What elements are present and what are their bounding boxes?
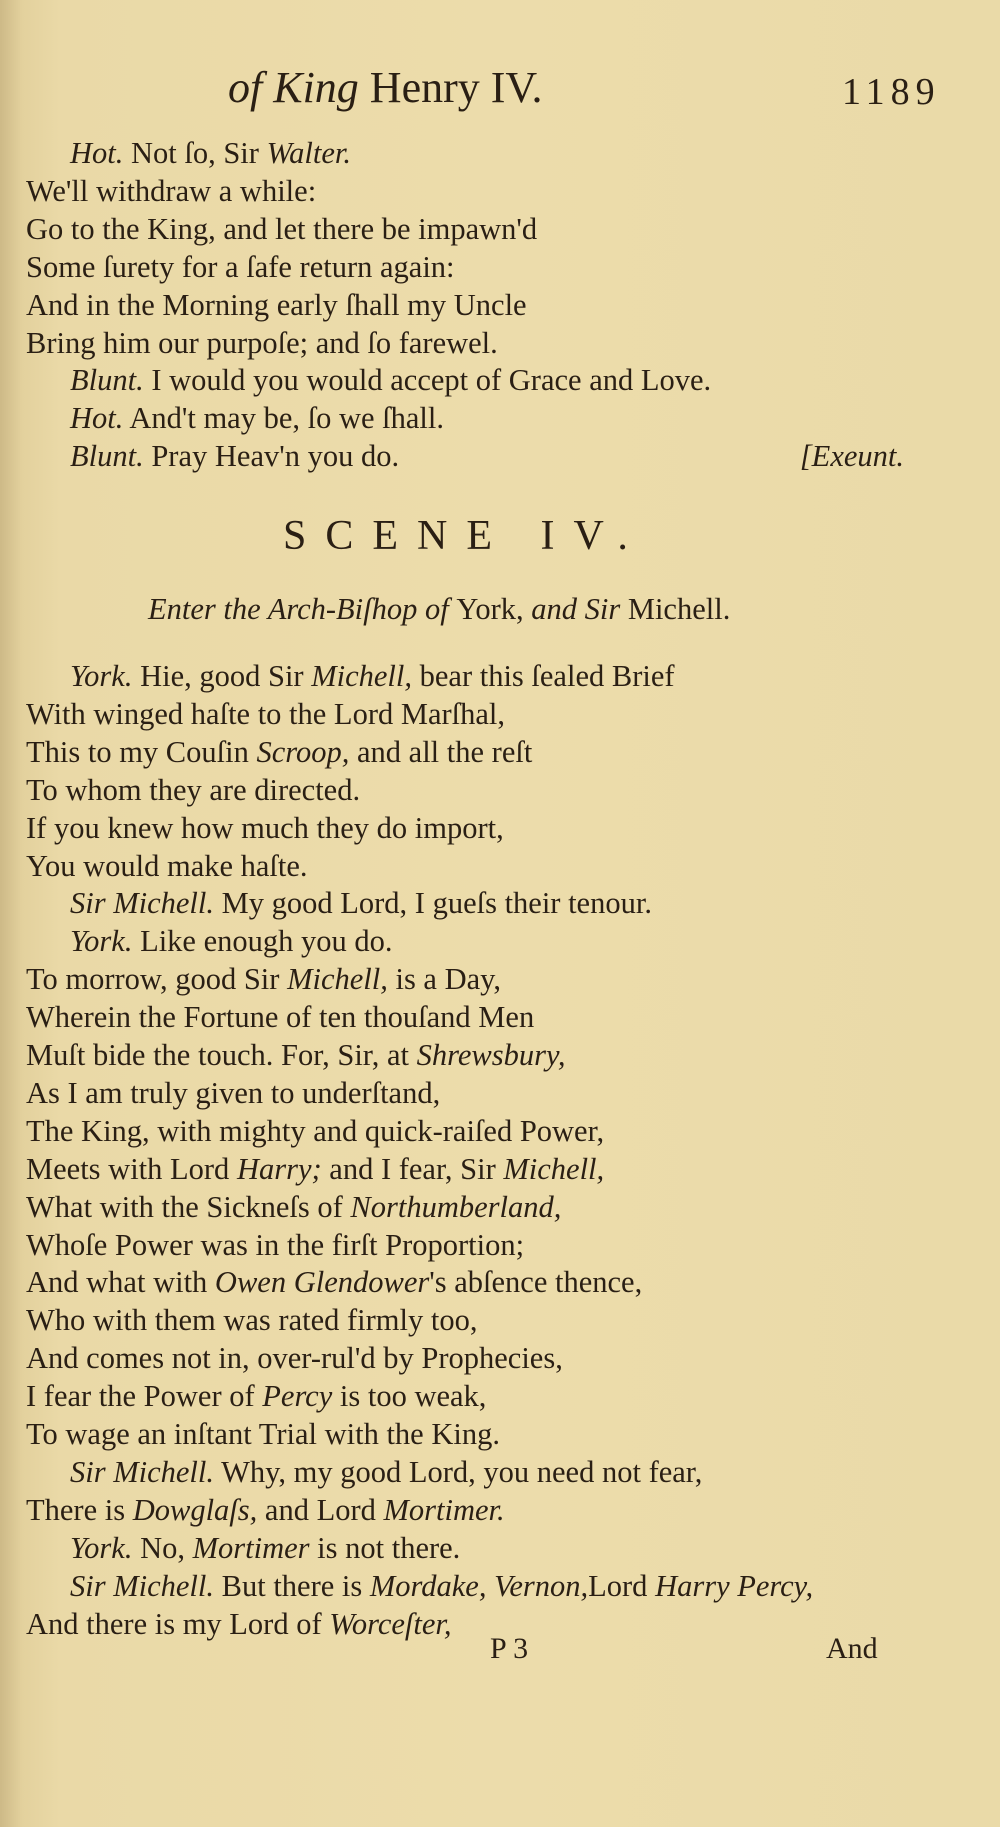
italic-text: Sir Michell. — [70, 1454, 214, 1489]
text-segment: To morrow, good Sir — [26, 962, 288, 997]
text-line — [26, 960, 501, 998]
text-line — [70, 361, 711, 399]
text-segment: Whoſe Power was in the firſt Proportion; — [26, 1227, 525, 1262]
text-line — [26, 809, 504, 847]
text-segment: No, — [132, 1530, 193, 1565]
text-line — [26, 771, 360, 809]
text-line — [26, 1377, 486, 1415]
page-number: 1189 — [842, 71, 941, 113]
italic-text: Michell, — [503, 1151, 605, 1186]
text-segment: Bring him our purpoſe; and ſo farewel. — [26, 325, 498, 360]
text-line — [26, 695, 505, 733]
text-segment: What with the Sickneſs of — [26, 1189, 351, 1224]
text-line — [26, 847, 308, 885]
text-segment: is too weak, — [332, 1379, 487, 1414]
text-segment: Michell. — [627, 592, 731, 626]
text-line — [26, 1491, 505, 1529]
signature-mark: P 3 — [490, 1632, 529, 1665]
text-segment: As I am truly given to underſtand, — [26, 1075, 441, 1110]
italic-text: Walter. — [266, 136, 352, 170]
text-line — [26, 210, 537, 248]
text-line — [26, 286, 527, 324]
italic-text: Harry; — [236, 1151, 322, 1186]
text-segment: And there is my Lord of — [26, 1606, 330, 1641]
italic-text: Sir Michell. — [70, 1568, 214, 1603]
italic-text: Michell, — [287, 962, 388, 997]
text-line — [26, 1226, 524, 1264]
text-segment: We'll withdraw a while: — [26, 173, 317, 208]
italic-text: Blunt. — [70, 363, 144, 398]
italic-text: Blunt. — [70, 439, 144, 474]
text-line — [26, 1415, 500, 1453]
text-line — [26, 1112, 604, 1150]
text-segment: Not ſo, Sir — [123, 136, 267, 170]
text-segment: is not there. — [309, 1530, 461, 1565]
text-segment: Like enough you do. — [132, 924, 393, 959]
text-segment: And what with — [26, 1265, 215, 1300]
text-segment: Who with them was rated firmly too, — [26, 1303, 478, 1338]
italic-text: Owen Glendower — [214, 1265, 430, 1300]
text-segment: Some ſurety for a ſafe return again: — [26, 249, 455, 284]
text-segment: and I fear, Sir — [321, 1151, 504, 1186]
italic-text: Scroop, — [256, 734, 350, 769]
text-line — [70, 1529, 460, 1567]
text-line — [70, 1567, 813, 1605]
text-line — [26, 998, 534, 1036]
running-title — [228, 62, 543, 113]
text-segment: The King, with mighty and quick-raiſed Power, — [26, 1113, 605, 1148]
text-segment: With winged haſte to the Lord Marſhal, — [26, 696, 506, 731]
text-segment: And't may be, ſo we ſhall. — [123, 401, 444, 436]
text-segment: 's abſence thence, — [429, 1265, 643, 1300]
text-segment: Hie, good Sir — [132, 659, 312, 693]
text-segment: Why, my good Lord, you need not fear, — [214, 1454, 703, 1489]
text-segment: To wage an inſtant Trial with the King. — [26, 1417, 500, 1451]
italic-text: Shrewsbury, — [416, 1038, 566, 1072]
text-segment: To whom they are directed. — [26, 772, 361, 807]
italic-text: Michell, — [311, 659, 412, 693]
text-segment: bear this ſealed Brief — [412, 659, 675, 693]
italic-text: Mortimer — [192, 1530, 310, 1565]
text-segment: My good Lord, I gueſs their tenour. — [214, 886, 652, 921]
italic-text: Northumberland, — [350, 1189, 562, 1224]
text-segment: Lord — [588, 1568, 656, 1603]
text-segment: Meets with Lord — [26, 1151, 237, 1186]
text-segment: Wherein the Fortune of ten thouſand Men — [26, 1000, 535, 1035]
text-line — [26, 1074, 440, 1112]
text-line — [26, 324, 498, 362]
text-segment: I fear the Power of — [26, 1379, 263, 1414]
text-segment: and Lord — [257, 1492, 384, 1527]
scene-heading: SCENE IV. — [283, 513, 647, 559]
text-line — [26, 1150, 604, 1188]
text-line — [70, 134, 351, 172]
text-segment: Go to the King, and let there be impawn'd — [26, 211, 538, 246]
italic-text: Mordake, Vernon, — [369, 1568, 589, 1603]
italic-text: Enter the Arch-Biſhop of — [148, 592, 457, 626]
text-segment: But there is — [214, 1568, 370, 1603]
text-line — [26, 172, 316, 210]
text-line — [26, 1036, 565, 1074]
text-line — [26, 1339, 563, 1377]
text-segment: Pray Heav'n you do. — [143, 439, 400, 474]
text-line — [70, 657, 675, 695]
italic-text: and Sir — [531, 592, 628, 626]
text-line — [26, 1605, 452, 1643]
text-line — [70, 922, 393, 960]
text-segment: and all the reſt — [349, 734, 533, 769]
text-line — [70, 399, 444, 437]
text-segment: And comes not in, over-rul'd by Prophecies, — [26, 1341, 563, 1376]
text-segment: I would you would accept of Grace and Love. — [143, 363, 712, 398]
italic-text: Mortimer. — [383, 1492, 505, 1527]
text-line — [26, 1188, 561, 1226]
italic-text: Hot. — [70, 136, 124, 170]
italic-text: Hot. — [70, 401, 124, 436]
text-line — [26, 733, 532, 771]
italic-text: York. — [70, 924, 133, 959]
text-segment: There is — [26, 1492, 133, 1527]
catchword: And — [826, 1632, 878, 1665]
italic-text: Percy — [262, 1379, 333, 1414]
text-segment: This to my Couſin — [26, 734, 257, 769]
text-line — [70, 884, 652, 922]
exit-direction: [Exeunt. — [799, 439, 904, 474]
italic-text: York. — [70, 659, 133, 693]
text-segment: Muſt bide the touch. For, Sir, at — [26, 1038, 417, 1072]
italic-text: Dowglaſs, — [132, 1492, 258, 1527]
italic-text: Worceſter, — [329, 1606, 452, 1641]
text-line — [70, 1453, 702, 1491]
text-line — [26, 1263, 642, 1301]
text-segment: And in the Morning early ſhall my Uncle — [26, 287, 527, 322]
italic-text: Harry Percy, — [655, 1568, 814, 1603]
running-title-italic: of King — [228, 63, 359, 112]
text-segment: is a Day, — [387, 962, 502, 997]
stage-direction — [148, 592, 730, 627]
italic-text: York. — [70, 1530, 133, 1565]
text-segment: York, — [456, 592, 532, 626]
running-title-roman: Henry IV. — [358, 63, 543, 112]
italic-text: Sir Michell. — [70, 886, 214, 921]
text-line — [70, 437, 399, 475]
text-segment: If you knew how much they do import, — [26, 810, 504, 845]
text-segment: You would make haſte. — [26, 848, 308, 883]
text-line — [26, 1301, 477, 1339]
text-line — [26, 248, 455, 286]
